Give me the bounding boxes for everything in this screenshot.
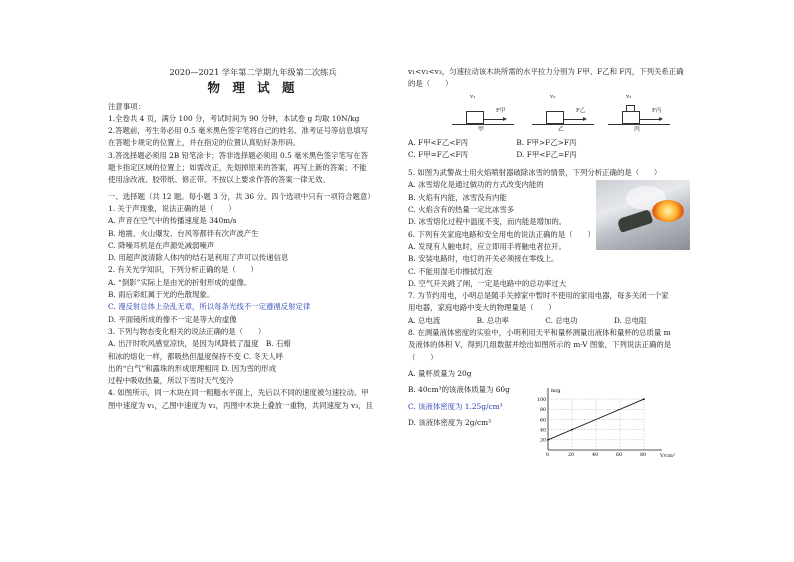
question-4-line: 4. 如图所示，同一木块在同一粗糙水平面上，先后以不同的速度被匀速拉动。甲: [108, 388, 369, 398]
question-1-option-d: D. 用超声波清除人体内的结石是利用了声可以传递信息: [108, 253, 289, 263]
question-3-line: A. 出汗时吹风感觉凉快，是因为风降低了温度 B. 石蜡: [108, 339, 291, 349]
question-4-line: 的是（ ）: [408, 79, 453, 89]
flamethrower-photo: [596, 180, 690, 250]
question-4-option-a: A. F甲<F乙<F丙: [408, 137, 468, 147]
question-8-line: （ ）: [408, 352, 438, 362]
figure-caption: 乙: [558, 126, 565, 134]
question-2-stem: 2. 有关光学知识，下列分析正确的是（ ）: [108, 265, 258, 275]
data-point: [643, 398, 645, 400]
m-v-graph: [530, 386, 675, 459]
question-5-option-a: A. 冰雪熔化是通过做功的方式改变内能的: [408, 180, 544, 190]
question-1-option-a: A. 声音在空气中的传播速度是 340m/s: [108, 216, 237, 226]
speed-label: v₂: [550, 93, 556, 100]
question-5-option-c: C. 火焰含有的热量一定比冰雪多: [408, 205, 515, 215]
question-5-option-d: D. 冰雪熔化过程中温度不变，而内能是增加的。: [408, 217, 567, 227]
question-1-option-b: B. 地震、火山爆发、台风等都伴有次声波产生: [108, 228, 259, 238]
question-3-line: 和冰的熔化一样，都吸热但温度保持不变 C. 冬天人呼: [108, 351, 284, 361]
question-4-options: [408, 149, 696, 161]
x-tick-label: 60: [616, 453, 623, 458]
figure-caption: 甲: [478, 126, 485, 134]
figure-bing: [608, 93, 670, 134]
y-tick-label: 100: [537, 397, 547, 403]
question-8-option-a: A. 量杯质量为 20g: [408, 368, 472, 378]
wood-block: [466, 111, 484, 124]
force-label: F乙: [576, 108, 586, 115]
x-tick-label: 40: [592, 453, 599, 458]
x-tick-label: 80: [640, 453, 647, 458]
question-7-option-c: C. 总电功: [545, 315, 578, 325]
speed-label: v₁: [470, 93, 476, 100]
flame-shape: [652, 200, 684, 222]
question-2-option-b: B. 雨后彩虹属于光的色散现象。: [108, 290, 215, 300]
question-6-stem: 6. 下列有关家庭电路和安全用电的说法正确的是（ ）: [408, 229, 595, 239]
force-label: F甲: [496, 108, 506, 115]
y-axis-label: m/g: [551, 388, 561, 394]
wood-block: [622, 111, 640, 124]
y-tick-label: 80: [540, 408, 547, 414]
question-1-stem: 1. 关于声现象，说法正确的是（ ）: [108, 203, 236, 213]
note-line: 使用涂改液、胶带纸、修正带。不按以上要求作答的答案一律无效。: [108, 175, 330, 185]
y-tick-label: 20: [540, 438, 547, 444]
question-4-options: [408, 137, 696, 149]
note-line: 2.答题前，考生务必用 0.5 毫米黑色签字笔将自己的姓名、准考证号等信息填写: [108, 126, 369, 136]
figure-yi: [532, 93, 594, 134]
force-arrow: [564, 119, 584, 120]
force-arrow: [640, 119, 660, 120]
note-line: 3.答选择题必须用 2B 铅笔涂卡；答非选择题必须用 0.5 毫米黑色签字笔写在答: [108, 150, 369, 160]
question-1-option-c: C. 降噪耳机是在声源处减弱噪声: [108, 240, 215, 250]
question-7-option-b: B. 总功率: [476, 315, 509, 325]
speed-label: v₃: [626, 93, 632, 100]
notes-heading: 注意事项：: [108, 101, 145, 111]
question-7-options: [408, 315, 696, 327]
figure-jia: [452, 93, 514, 134]
question-4-figures: [408, 91, 696, 137]
question-3-line: 过程中吸收热量，所以下雪时天气变冷: [108, 376, 234, 386]
left-column: [108, 62, 398, 412]
question-6-option-a: A. 发现有人触电时，应立即用手将触电者拉开。: [408, 241, 566, 251]
data-point: [571, 429, 573, 431]
question-7-option-a: A. 总电流: [408, 315, 441, 325]
question-4-option-d: D. F甲<F乙=F丙: [516, 149, 577, 159]
question-4-option-b: B. F甲>F乙>F丙: [516, 137, 577, 147]
data-point: [547, 439, 549, 441]
question-3-stem: 3. 下列与物态变化相关的说法正确的是（ ）: [108, 326, 266, 336]
x-tick-label: 20: [568, 453, 575, 458]
y-tick-label: 60: [540, 418, 547, 424]
figure-caption: 丙: [634, 126, 641, 134]
soldier-shape: [617, 209, 654, 233]
y-tick-label: 40: [540, 428, 547, 434]
question-3-line: 出的“白气”和露珠的形成原理相同 D. 因为雪的形成: [108, 363, 277, 373]
question-5-option-b: B. 火焰有内能，冰雪没有内能: [408, 192, 507, 202]
note-line: 题卡指定区域的位置上；如需改正，先划掉原来的答案，再写上新的答案；不能: [108, 163, 367, 173]
question-2-option-a: A. “倒影”实际上是由光的折射形成的虚像。: [108, 277, 252, 287]
question-7-line: 7. 为节约用电，小明总是随手关掉家中暂时不使用的家用电器，每多关闭一个家: [408, 291, 669, 301]
question-2-option-d: D. 平面镜所成的像不一定是等大的虚像: [108, 314, 237, 324]
question-8-option-d: D. 该液体密度为 2g/cm³: [408, 417, 492, 427]
wood-block: [546, 111, 564, 124]
question-7-line: 用电器，家庭电路中变大的物理量是（ ）: [408, 303, 556, 313]
subject-title: 物 理 试 题: [207, 80, 299, 96]
exam-title: 2020—2021 学年第二学期九年级第二次练兵: [169, 67, 337, 77]
x-axis-label: V/cm³: [660, 453, 675, 459]
question-8-option-c: C. 该液体密度为 1.25g/cm³: [408, 401, 503, 411]
question-6-option-b: B. 安装电路时，电灯的开关必须接在零线上。: [408, 254, 559, 264]
section-heading: 一、选择题（共 12 题。每小题 3 分，共 36 分。四个选项中只有一项符合题意）: [108, 191, 375, 201]
question-8-option-b: B. 40cm³的该液体质量为 60g: [408, 385, 510, 395]
x-tick-label: 0: [546, 453, 550, 458]
question-2-option-c: C. 漫反射总体上杂乱无章，所以每条光线不一定遵循反射定律: [108, 302, 311, 312]
question-4-option-c: C. F甲=F乙<F丙: [408, 149, 469, 159]
note-line: 1.全卷共 4 页，满分 100 分，考试时间为 90 分钟，本试卷 g 均取 10N/kg: [108, 113, 360, 123]
question-4-line: v₁<v₂<v₃，匀速拉动该木块所需的水平拉力分别为 F甲、F乙和 F丙，下列关系正确: [408, 67, 684, 76]
question-7-option-d: D. 总电阻: [613, 315, 647, 325]
question-5-stem: 5. 如图为武警战士用火焰喷射器破除冰雪的情景，下列分析正确的是（ ）: [408, 168, 662, 178]
force-label: F丙: [652, 108, 662, 115]
question-8-line: 及液体的体积 V，得到几组数据并绘出如图所示的 m-V 图象，下列说法正确的是: [408, 340, 672, 350]
force-arrow: [484, 119, 504, 120]
question-8-line: 8. 在测量液体密度的实验中，小明利用天平和量杯测量出液体和量杯的总质量 m: [408, 328, 671, 338]
note-line: 在答题卡规定的位置上，并在指定的位置认真贴好条形码。: [108, 138, 301, 148]
question-4-line: 图中速度为 v₁，乙图中速度为 v₂，丙图中木块上叠放一重物，共同速度为 v₃，且: [108, 400, 373, 410]
question-6-option-d: D. 空气开关跳了闸，一定是电路中的总功率过大: [408, 278, 567, 288]
question-6-option-c: C. 不能用湿毛巾擦拭灯泡: [408, 266, 492, 276]
